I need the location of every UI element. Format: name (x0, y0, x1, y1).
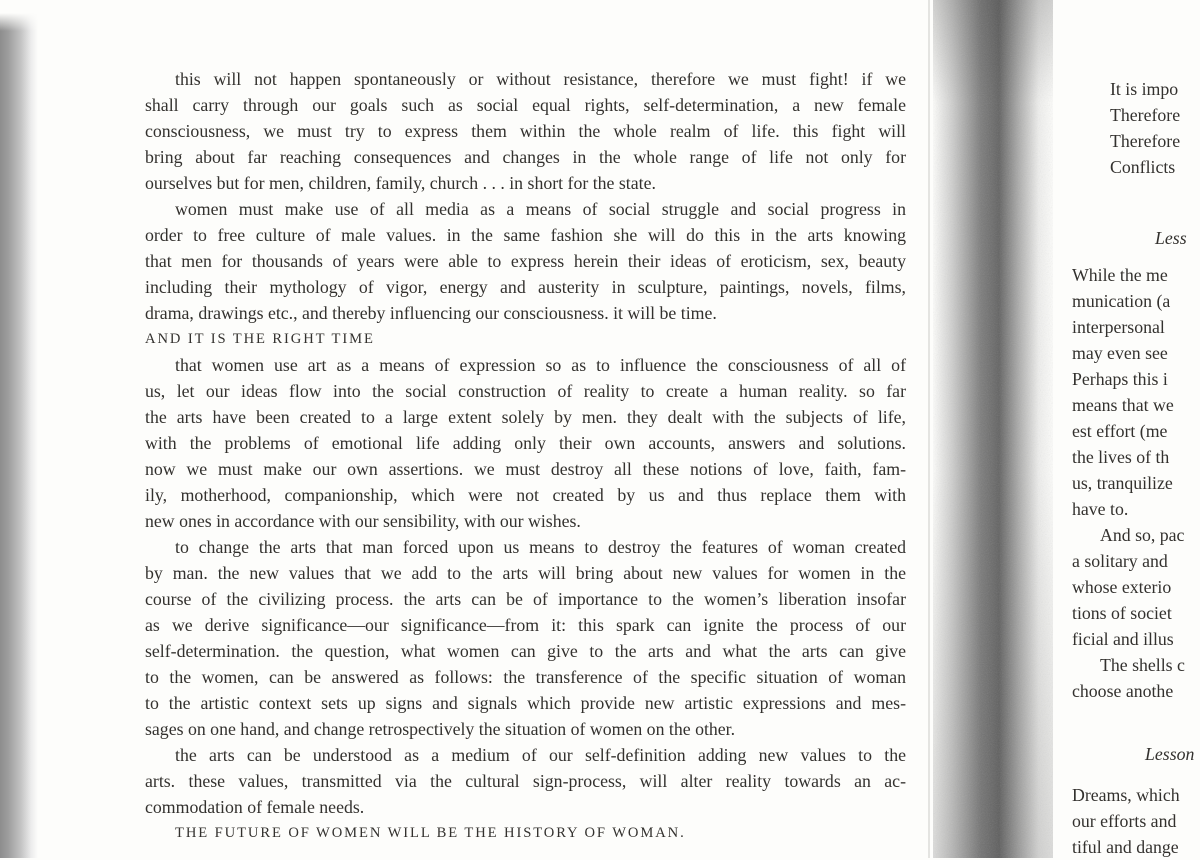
text-line: While the me (1072, 265, 1168, 285)
text-line: with the problems of emotional life adding only their own accounts, answers and solutions. (145, 433, 906, 453)
text-line: whose exterio (1072, 577, 1172, 597)
text-line: The shells c (1100, 655, 1185, 675)
text-line: ily, motherhood, companionship, which were not created by us and thus replace them with (145, 485, 906, 505)
text-line: Conflicts (1110, 157, 1176, 177)
text-line: a solitary and (1072, 551, 1168, 571)
right-page-paragraph (1072, 782, 1180, 860)
text-line: have to. (1072, 499, 1129, 519)
text-line: arts. these values, transmitted via the cultural sign-process, will alter reality towards an ac- (145, 771, 906, 791)
gutter-grain-texture (933, 0, 1053, 858)
text-line: by man. the new values that we add to the arts will bring about new values for women in the (145, 563, 906, 583)
text-line: THE FUTURE OF WOMEN WILL BE THE HISTORY OF WOMAN. (175, 825, 686, 841)
text-line: order to free culture of male values. in the same fashion she will do this in the arts knowing (145, 225, 906, 245)
text-line: est effort (me (1072, 421, 1168, 441)
smallcaps-paragraph (145, 820, 906, 846)
text-line: the arts have been created to a large extent solely by men. they dealt with the subjects of life, (145, 407, 906, 427)
text-line: that women use art as a means of expression so as to influence the consciousness of all of (175, 355, 906, 375)
page-edge-shadow (0, 13, 38, 858)
text-line: self-determination. the question, what women can give to the arts and what the arts can give (145, 641, 906, 661)
smallcaps-paragraph (145, 326, 906, 352)
paragraph (145, 66, 906, 196)
text-line: course of the civilizing process. the arts can be of importance to the women’s liberation insofar (145, 589, 906, 609)
paragraph (145, 196, 906, 326)
text-line: including their mythology of vigor, energy and austerity in sculpture, paintings, novels, films, (145, 277, 906, 297)
text-line: commodation of female needs. (145, 797, 365, 817)
text-line: may even see (1072, 343, 1168, 363)
right-page-paragraph (1072, 262, 1174, 522)
text-line: to the women, can be answered as follows: the transference of the specific situation of woman (145, 667, 906, 687)
text-line: new ones in accordance with our sensibility, with our wishes. (145, 511, 581, 531)
page-edge-line (928, 0, 930, 858)
paragraph (145, 742, 906, 820)
text-line: ourselves but for men, children, family, church . . . in short for the state. (145, 173, 656, 193)
text-line: the lives of th (1072, 447, 1170, 467)
text-line: shall carry through our goals such as social equal rights, self-determination, a new female (145, 95, 906, 115)
text-line: as we derive significance—our significance—from it: this spark can ignite the process of our (145, 615, 906, 635)
book-gutter-shadow (933, 0, 1053, 858)
text-line: drama, drawings etc., and thereby influencing our consciousness. it will be time. (145, 303, 717, 323)
text-line: choose anothe (1072, 681, 1174, 701)
text-line: Perhaps this i (1072, 369, 1168, 389)
right-page-paragraph (1072, 652, 1185, 704)
right-page-section-heading: Less (1155, 228, 1187, 248)
text-line: means that we (1072, 395, 1174, 415)
text-line: And so, pac (1100, 525, 1185, 545)
text-line: tions of societ (1072, 603, 1172, 623)
text-line: consciousness, we must try to express them within the whole realm of life. this fight will (145, 121, 906, 141)
right-page-quote-block (1110, 76, 1180, 180)
text-line: tiful and dange (1072, 837, 1179, 857)
text-line: It is impo (1110, 79, 1179, 99)
paragraph (145, 352, 906, 534)
text-line: this will not happen spontaneously or without resistance, therefore we must fight! if we (175, 69, 906, 89)
text-line: the arts can be understood as a medium of our self-definition adding new values to the (175, 745, 906, 765)
text-line: us, tranquilize (1072, 473, 1173, 493)
text-line: AND IT IS THE RIGHT TIME (145, 331, 375, 347)
text-line: sages on one hand, and change retrospectively the situation of women on the other. (145, 719, 736, 739)
left-page-text (145, 66, 906, 846)
text-line: women must make use of all media as a means of social struggle and social progress in (175, 199, 906, 219)
text-line: Therefore (1110, 105, 1181, 125)
text-line: to the artistic context sets up signs and signals which provide new artistic expressions and mes- (145, 693, 906, 713)
text-line: us, let our ideas flow into the social construction of reality to create a human reality. so far (145, 381, 906, 401)
text-line: to change the arts that man forced upon us means to destroy the features of woman created (175, 537, 906, 557)
text-line: our efforts and (1072, 811, 1177, 831)
right-page-section-heading: Lesson (1145, 744, 1195, 764)
text-line: interpersonal (1072, 317, 1165, 337)
text-line: ficial and illus (1072, 629, 1174, 649)
text-line: bring about far reaching consequences and changes in the whole range of life not only for (145, 147, 906, 167)
text-line: Dreams, which (1072, 785, 1180, 805)
right-page-paragraph (1072, 522, 1184, 652)
paragraph (145, 534, 906, 742)
text-line: munication (a (1072, 291, 1171, 311)
text-line: now we must make our own assertions. we must destroy all these notions of love, faith, fam- (145, 459, 906, 479)
text-line: that men for thousands of years were able to express herein their ideas of eroticism, sex, beauty (145, 251, 906, 271)
text-line: Therefore (1110, 131, 1181, 151)
